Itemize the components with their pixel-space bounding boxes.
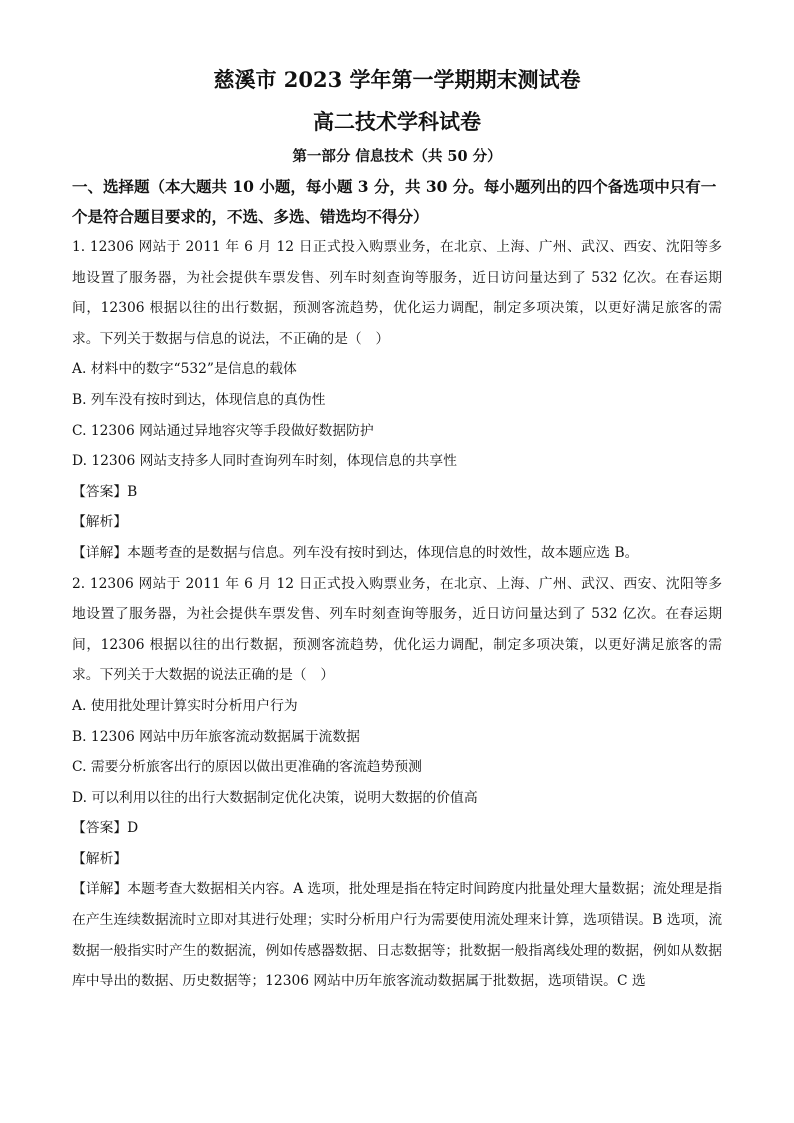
option-d: D. 可以利用以往的出行大数据制定优化决策，说明大数据的价值高: [72, 789, 478, 806]
option-d: D. 12306 网站支持多人同时查询列车时刻，体现信息的共享性: [72, 453, 457, 470]
option-b: B. 列车没有按时到达，体现信息的真伪性: [72, 391, 326, 408]
option-a: A. 使用批处理计算实时分析用户行为: [72, 697, 298, 714]
section-heading: 一、选择题（本大题共 10 小题，每小题 3 分，共 30 分。每小题列出的四个备选项中只有一个是符合题目要求的，不选、多选、错选均不得分）: [72, 177, 717, 226]
question-stem: 2. 12306 网站于 2011 年 6 月 12 日正式投入购票业务，在北京、上海、广州、武汉、西安、沈阳等多地设置了服务器，为社会提供车票发售、列车时刻查询等服务，近日访问量达到了 532 亿次。在春运期间，12306 根据以往的出行数据，预测客流趋势，优化运力调配，制定多项决策，以更好满足旅客的需求。下列关于大数据的说法正确的是（ ）: [72, 575, 722, 684]
question-2: [72, 569, 722, 997]
option-a: A. 材料中的数字“532”是信息的载体: [72, 361, 297, 378]
detail-explanation: 【详解】本题考查的是数据与信息。列车没有按时到达，体现信息的时效性，故本题应选 B。: [72, 544, 639, 561]
exam-title: 慈溪市 2023 学年第一学期期末测试卷: [213, 67, 581, 92]
exam-subtitle: 高二技术学科试卷: [313, 109, 481, 134]
part-heading: 第一部分 信息技术（共 50 分）: [292, 148, 502, 165]
document-page: [72, 62, 722, 997]
option-b: B. 12306 网站中历年旅客流动数据属于流数据: [72, 728, 360, 745]
option-c: C. 12306 网站通过异地容灾等手段做好数据防护: [72, 422, 374, 439]
answer-line: 【答案】B: [72, 483, 138, 500]
analysis-label: 【解析】: [72, 514, 128, 531]
question-stem: 1. 12306 网站于 2011 年 6 月 12 日正式投入购票业务，在北京、上海、广州、武汉、西安、沈阳等多地设置了服务器，为社会提供车票发售、列车时刻查询等服务，近日访问量达到了 532 亿次。在春运期间，12306 根据以往的出行数据，预测客流趋势，优化运力调配，制定多项决策，以更好满足旅客的需求。下列关于数据与信息的说法，不正确的是（ ）: [72, 239, 722, 347]
answer-line: 【答案】D: [72, 820, 139, 837]
option-c: C. 需要分析旅客出行的原因以做出更准确的客流趋势预测: [72, 759, 422, 776]
question-1: [72, 232, 722, 569]
detail-explanation: 【详解】本题考查大数据相关内容。A 选项，批处理是指在特定时间跨度内批量处理大量数据；流处理是指在产生连续数据流时立即对其进行处理；实时分析用户行为需要使用流处理来计算，选项错误。B 选项，流数据一般指实时产生的数据流，例如传感器数据、日志数据等；批数据一般指离线处理的数据，例如从数据库中导出的数据、历史数据等；12306 网站中历年旅客流动数据属于批数据，选项错误。C 选: [72, 881, 722, 990]
analysis-label: 【解析】: [72, 850, 128, 867]
